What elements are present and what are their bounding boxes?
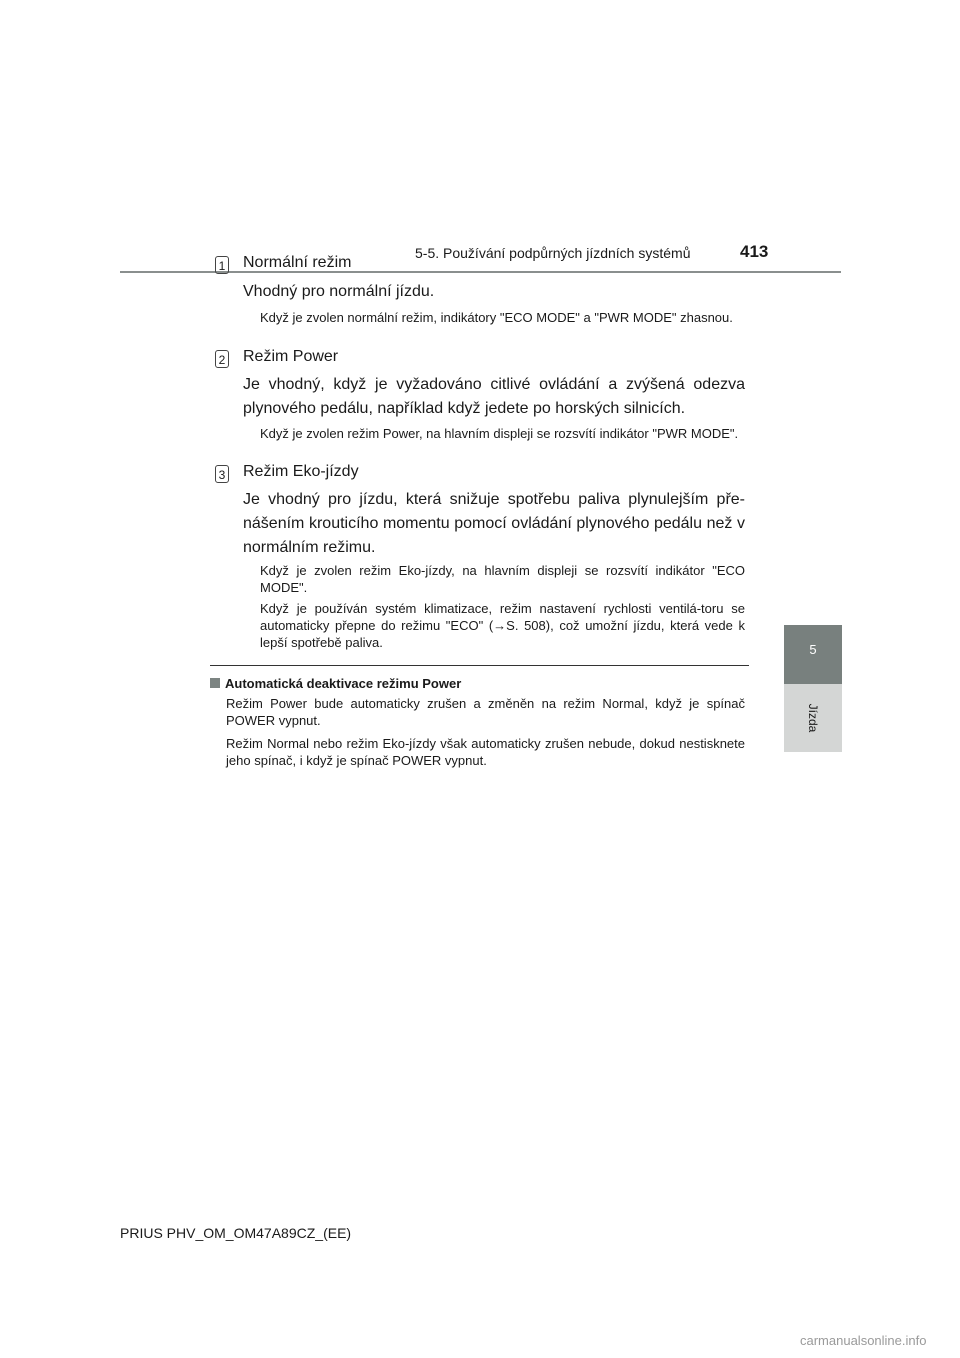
item-title: Režim Eko-jízdy [243,463,359,480]
item-description: Vhodný pro normální jízdu. [243,283,435,300]
chapter-tab [784,625,842,684]
subsection-paragraph: Režim Normal nebo režim Eko-jízdy však automaticky zrušen nebude, dokud nestisknete jeho spínač, i když je spínač POWER vypnut. [226,736,745,768]
section-title: 5-5. Používání podpůrných jízdních systémů [415,245,691,261]
item-title: Režim Power [243,348,339,365]
item-note: Když je zvolen režim Eko-jízdy, na hlavním displeji se rozsvítí indikátor "ECO MODE". [260,563,745,595]
item-note: Když je zvolen režim Power, na hlavním displeji se rozsvítí indikátor "PWR MODE". [260,426,739,441]
subsection-title: Automatická deaktivace režimu Power [225,676,462,691]
item-number-badge: 3 [215,465,229,483]
chapter-label-bar [784,684,842,752]
page-number: 413 [740,242,769,261]
subsection-paragraph: Režim Power bude automaticky zrušen a změněn na režim Normal, když je spínač POWER vypnut. [226,696,745,728]
item-description: Je vhodný, když je vyžadováno citlivé ovládání a zvýšená odezva plynového pedálu, například když jedete po horských silnicích. [243,376,745,417]
watermark: carmanualsonline.info [800,1333,927,1348]
item-number-badge: 2 [215,350,229,368]
subsection-heading [210,676,461,691]
item-number-badge: 1 [215,256,229,274]
item-description: Je vhodný pro jízdu, která snižuje spotřebu paliva plynulejším pře-nášením krouticího momentu pomocí ovládání plynového pedálu než v normálním režimu. [243,491,745,556]
item-note: Když je používán systém klimatizace, režim nastavení rychlosti ventilá-toru se automaticky přepne do režimu "ECO" (→S. 508), což umožní jízdu, která vede k lepší spotřebě paliva. [260,601,745,650]
square-bullet-icon [210,678,220,688]
item-note: Když je zvolen normální režim, indikátory "ECO MODE" a "PWR MODE" zhasnou. [260,310,733,325]
chapter-label: Jízda [806,703,820,733]
document-id: PRIUS PHV_OM_OM47A89CZ_(EE) [120,1225,352,1241]
subsection-divider [210,665,749,666]
chapter-number: 5 [809,642,817,657]
item-title: Normální režim [243,254,352,271]
